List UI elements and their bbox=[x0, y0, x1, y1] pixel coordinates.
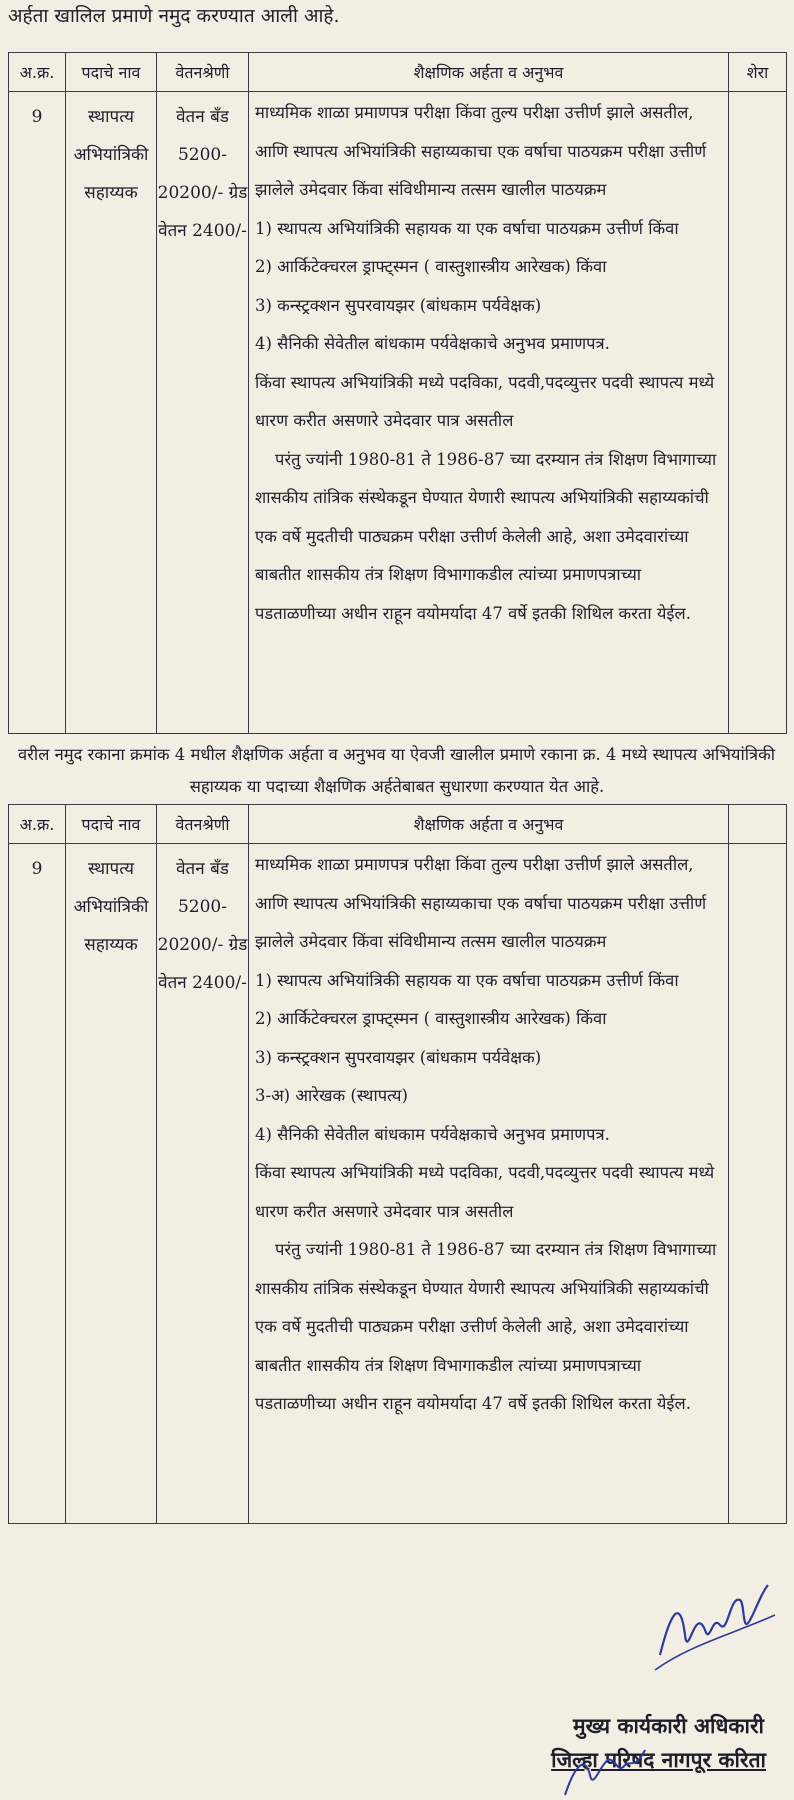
header-remarks bbox=[729, 805, 787, 844]
remarks-cell bbox=[729, 844, 787, 1524]
header-qualification: शैक्षणिक अर्हता व अनुभव bbox=[249, 53, 729, 92]
qualification-cell: माध्यमिक शाळा प्रमाणपत्र परीक्षा किंवा तुल्य परीक्षा उत्तीर्ण झाले असतील, आणि स्थापत्य अभियांत्रिकी सहाय्यकाचा एक वर्षाचा पाठयक्रम परीक्षा उत्तीर्ण झालेले उमेदवार किंवा संविधीमान्य तत्सम खालील पाठयक्रम 1) स्थापत्य अभियांत्रिकी सहायक या एक वर्षाचा पाठयक्रम उत्तीर्ण किंवा 2) आर्किटेक्चरल ड्राफ्ट्स्मन ( वास्तुशास्त्रीय आरेखक) किंवा 3) कन्स्ट्रक्शन सुपरवायझर (बांधकाम पर्यवेक्षक) 4) सैनिकी सेवेतील बांधकाम पर्यवेक्षकाचे अनुभव प्रमाणपत्र. किंवा स्थापत्य अभियांत्रिकी मध्ये पदविका, पदवी,पदव्युत्तर पदवी स्थापत्य मध्ये धारण करीत असणारे उमेदवार पात्र असतील परंतु ज्यांनी 1980-81 ते 1986-87 च्या दरम्यान तंत्र शिक्षण विभागाच्या शासकीय तांत्रिक संस्थेकडून घेण्यात येणारी स्थापत्य अभियांत्रिकी सहाय्यकांची एक वर्षे मुदतीची पाठ्यक्रम परीक्षा उत्तीर्ण केलेली आहे, अशा उमेदवारांच्या बाबतीत शासकीय तंत्र शिक्षण विभागाकडील त्यांच्या प्रमाणपत्राच्या पडताळणीच्या अधीन राहून वयोमर्यादा 47 वर्षे इतकी शिथिल करता येईल. bbox=[249, 92, 729, 734]
remarks-cell bbox=[729, 92, 787, 734]
office-name: जिल्हा परिषद नागपूर करिता bbox=[551, 1747, 766, 1772]
header-pay-scale: वेतनश्रेणी bbox=[157, 805, 249, 844]
header-post-name: पदाचे नाव bbox=[66, 805, 157, 844]
pay-scale-cell: वेतन बँड 5200- 20200/- ग्रेड वेतन 2400/- bbox=[157, 92, 249, 734]
qualification-table-amended bbox=[8, 804, 787, 1524]
header-post-name: पदाचे नाव bbox=[66, 53, 157, 92]
intro-line: अर्हता खालिल प्रमाणे नमुद करण्यात आली आहे. bbox=[8, 5, 340, 27]
header-remarks: शेरा bbox=[729, 53, 787, 92]
handwritten-signature bbox=[650, 1575, 780, 1685]
pay-scale-cell: वेतन बँड 5200- 20200/- ग्रेड वेतन 2400/- bbox=[157, 844, 249, 1524]
post-name-cell: स्थापत्य अभियांत्रिकी सहाय्यक bbox=[66, 92, 157, 734]
amendment-line-1: वरील नमुद रकाना क्रमांक 4 मधील शैक्षणिक अर्हता व अनुभव या ऐवजी खालील प्रमाणे रकाना क्र. 4 मध्ये स्थापत्य अभियांत्रिकी bbox=[18, 745, 776, 764]
initials-mark bbox=[560, 1745, 650, 1800]
officer-designation: मुख्य कार्यकारी अधिकारी bbox=[573, 1713, 764, 1738]
amendment-line-2: सहाय्यक या पदाच्या शैक्षणिक अर्हतेबाबत सुधारणा करण्यात येत आहे. bbox=[189, 777, 605, 796]
header-serial: अ.क्र. bbox=[9, 805, 66, 844]
header-pay-scale: वेतनश्रेणी bbox=[157, 53, 249, 92]
serial-cell: 9 bbox=[9, 92, 66, 734]
table-header-row bbox=[9, 53, 787, 92]
post-name-cell: स्थापत्य अभियांत्रिकी सहाय्यक bbox=[66, 844, 157, 1524]
serial-cell: 9 bbox=[9, 844, 66, 1524]
qualification-table-original bbox=[8, 52, 787, 734]
table-row bbox=[9, 844, 787, 1524]
table-row bbox=[9, 92, 787, 734]
header-qualification: शैक्षणिक अर्हता व अनुभव bbox=[249, 805, 729, 844]
header-serial: अ.क्र. bbox=[9, 53, 66, 92]
table-header-row bbox=[9, 805, 787, 844]
qualification-cell: माध्यमिक शाळा प्रमाणपत्र परीक्षा किंवा तुल्य परीक्षा उत्तीर्ण झाले असतील, आणि स्थापत्य अभियांत्रिकी सहाय्यकाचा एक वर्षाचा पाठयक्रम परीक्षा उत्तीर्ण झालेले उमेदवार किंवा संविधीमान्य तत्सम खालील पाठयक्रम 1) स्थापत्य अभियांत्रिकी सहायक या एक वर्षाचा पाठयक्रम उत्तीर्ण किंवा 2) आर्किटेक्चरल ड्राफ्ट्स्मन ( वास्तुशास्त्रीय आरेखक) किंवा 3) कन्स्ट्रक्शन सुपरवायझर (बांधकाम पर्यवेक्षक) 3-अ) आरेखक (स्थापत्य) 4) सैनिकी सेवेतील बांधकाम पर्यवेक्षकाचे अनुभव प्रमाणपत्र. किंवा स्थापत्य अभियांत्रिकी मध्ये पदविका, पदवी,पदव्युत्तर पदवी स्थापत्य मध्ये धारण करीत असणारे उमेदवार पात्र असतील परंतु ज्यांनी 1980-81 ते 1986-87 च्या दरम्यान तंत्र शिक्षण विभागाच्या शासकीय तांत्रिक संस्थेकडून घेण्यात येणारी स्थापत्य अभियांत्रिकी सहाय्यकांची एक वर्षे मुदतीची पाठ्यक्रम परीक्षा उत्तीर्ण केलेली आहे, अशा उमेदवारांच्या बाबतीत शासकीय तंत्र शिक्षण विभागाकडील त्यांच्या प्रमाणपत्राच्या पडताळणीच्या अधीन राहून वयोमर्यादा 47 वर्षे इतकी शिथिल करता येईल. bbox=[249, 844, 729, 1524]
